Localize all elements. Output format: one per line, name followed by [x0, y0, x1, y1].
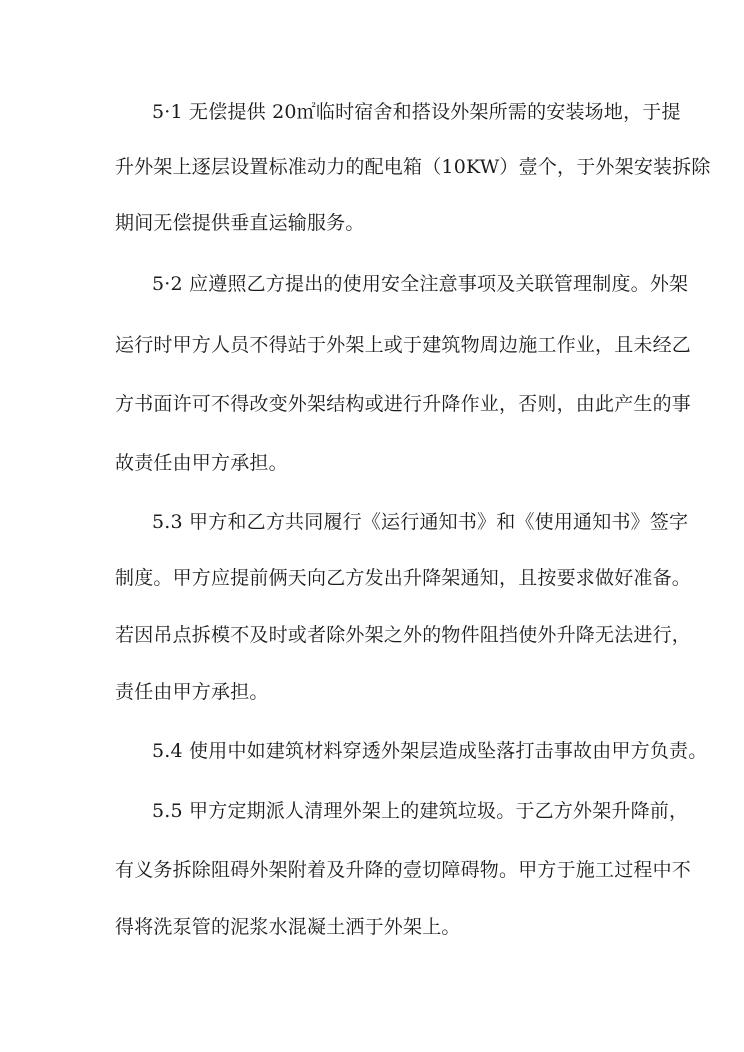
- para-5-4-line-1: 5.4 使用中如建筑材料穿透外架层造成坠落打击事故由甲方负责。: [152, 740, 708, 762]
- para-5-3-line-2: 制度。甲方应提前俩天向乙方发出升降架通知，且按要求做好准备。: [115, 567, 692, 589]
- para-5-2-line-3: 方书面许可不得改变外架结构或进行升降作业，否则，由此产生的事: [115, 393, 692, 415]
- para-5-5-line-1: 5.5 甲方定期派人清理外架上的建筑垃圾。于乙方外架升降前，: [152, 800, 689, 822]
- para-5-1-line-3: 期间无偿提供垂直运输服务。: [115, 212, 365, 234]
- para-5-2-line-2: 运行时甲方人员不得站于外架上或于建筑物周边施工作业，且未经乙: [115, 334, 692, 356]
- para-5-1-line-1: 5·1 无偿提供 20㎡临时宿舍和搭设外架所需的安装场地，于提: [152, 101, 681, 123]
- para-5-3-line-1: 5.3 甲方和乙方共同履行《运行通知书》和《使用通知书》签字: [152, 511, 689, 533]
- para-5-3-line-3: 若因吊点拆模不及时或者除外架之外的物件阻挡使外升降无法进行，: [115, 624, 692, 646]
- para-5-3-line-4: 责任由甲方承担。: [115, 681, 269, 703]
- para-5-5-line-3: 得将洗泵管的泥浆水混凝土洒于外架上。: [115, 916, 461, 938]
- para-5-2-line-4: 故责任由甲方承担。: [115, 452, 288, 474]
- para-5-1-line-2: 升外架上逐层设置标准动力的配电箱（10KW）壹个，于外架安装拆除: [115, 156, 711, 178]
- para-5-2-line-1: 5·2 应遵照乙方提出的使用安全注意事项及关联管理制度。外架: [152, 273, 689, 295]
- para-5-5-line-2: 有义务拆除阻碍外架附着及升降的壹切障碍物。甲方于施工过程中不: [115, 859, 692, 881]
